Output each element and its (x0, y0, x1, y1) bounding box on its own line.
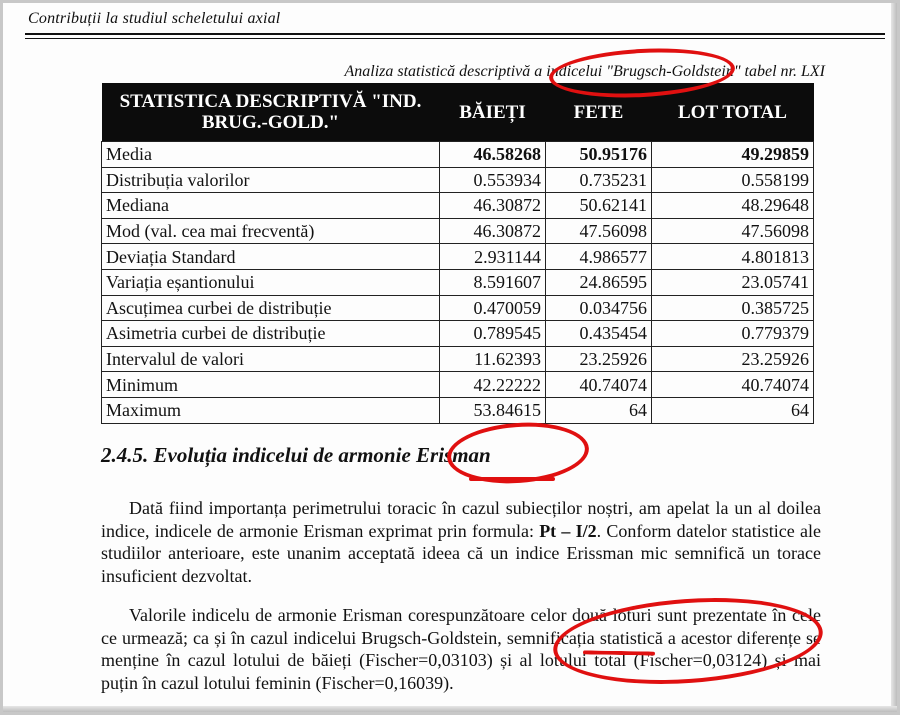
paragraph-2-text: Valorile indicelu de armonie Erisman corespunzătoare celor două loturi sunt prezentate în cele ce urmează; ca și în cazul indicelui Brugsch-Goldstein, semnificația statistică a acestor diferențe se menține în cazul lotului de băieți (Fischer=0,03103) și al lotului total (Fischer=0,03124) și mai puțin în cazul lotului feminin (Fischer=0,16039). (101, 605, 821, 693)
cell-fete: 0.735231 (545, 167, 651, 193)
cell-baieti: 8.591607 (440, 269, 546, 295)
cell-lot-total: 64 (651, 397, 813, 423)
cell-lot-total: 4.801813 (651, 244, 813, 270)
cell-baieti: 0.553934 (440, 167, 546, 193)
cell-baieti: 0.470059 (440, 295, 546, 321)
cell-baieti: 53.84615 (440, 397, 546, 423)
cell-baieti: 2.931144 (440, 244, 546, 270)
cell-fete: 0.435454 (545, 321, 651, 347)
cell-lot-total: 23.25926 (651, 346, 813, 372)
table-row (102, 142, 814, 168)
cell-fete: 24.86595 (545, 269, 651, 295)
table-row (102, 269, 814, 295)
cell-baieti: 46.58268 (440, 142, 546, 168)
table-row (102, 295, 814, 321)
row-label: Minimum (102, 372, 440, 398)
cell-lot-total: 0.558199 (651, 167, 813, 193)
annotation-underline-erisman (469, 477, 555, 481)
row-label: Mod (val. cea mai frecventă) (102, 218, 440, 244)
cell-lot-total: 48.29648 (651, 193, 813, 219)
header-rule (25, 33, 885, 35)
row-label: Deviația Standard (102, 244, 440, 270)
cell-lot-total: 23.05741 (651, 269, 813, 295)
table-row (102, 397, 814, 423)
cell-lot-total: 0.779379 (651, 321, 813, 347)
cell-fete: 40.74074 (545, 372, 651, 398)
cell-fete: 50.62141 (545, 193, 651, 219)
row-label: Variația eșantionului (102, 269, 440, 295)
cell-lot-total: 40.74074 (651, 372, 813, 398)
section-title: 2.4.5. Evoluția indicelui de armonie Erisman (101, 443, 491, 467)
row-label: Ascuțimea curbei de distribuție (102, 295, 440, 321)
paragraph-1 (101, 497, 821, 587)
cell-baieti: 46.30872 (440, 193, 546, 219)
cell-fete: 0.034756 (545, 295, 651, 321)
header-lot-total: LOT TOTAL (651, 83, 813, 142)
header-statistica: STATISTICA DESCRIPTIVĂ "IND. BRUG.-GOLD." (102, 83, 440, 142)
row-label: Distribuția valorilor (102, 167, 440, 193)
cell-baieti: 46.30872 (440, 218, 546, 244)
running-header: Contribuții la studiul scheletului axial (28, 10, 281, 27)
header-fete: FETE (545, 83, 651, 142)
cell-lot-total: 47.56098 (651, 218, 813, 244)
table-header-row (102, 83, 814, 142)
cell-fete: 50.95176 (545, 142, 651, 168)
table-row (102, 321, 814, 347)
table-row (102, 218, 814, 244)
table-caption: Analiza statistică descriptivă a indicelui "Brugsch-Goldstein" tabel nr. LXI (344, 63, 825, 80)
cell-baieti: 42.22222 (440, 372, 546, 398)
table-row (102, 372, 814, 398)
row-label: Asimetria curbei de distribuție (102, 321, 440, 347)
cell-fete: 4.986577 (545, 244, 651, 270)
cell-baieti: 0.789545 (440, 321, 546, 347)
paragraph-1-text-after: . Conform datelor statistice ale studiilor anterioare, este unanim acceptată ideea că un indice Erissman mic semnifică un torace insuficient dezvoltat. (101, 520, 821, 586)
cell-fete: 47.56098 (545, 218, 651, 244)
header-rule-thin (25, 38, 885, 39)
cell-fete: 64 (545, 397, 651, 423)
row-label: Media (102, 142, 440, 168)
table-row (102, 244, 814, 270)
row-label: Intervalul de valori (102, 346, 440, 372)
cell-fete: 23.25926 (545, 346, 651, 372)
paragraph-1-text-before: Dată fiind importanța perimetrului toracic în cazul subiecților noștri, am apelat la un al doilea indice, indicele de armonie Erisman exprimat prin formula: (101, 498, 821, 541)
statistics-table (101, 83, 814, 424)
row-label: Maximum (102, 397, 440, 423)
table-row (102, 346, 814, 372)
header-baieti: BĂIEȚI (440, 83, 546, 142)
row-label: Mediana (102, 193, 440, 219)
table-row (102, 193, 814, 219)
cell-lot-total: 49.29859 (651, 142, 813, 168)
table-row (102, 167, 814, 193)
page-shadow-bottom (3, 706, 897, 712)
formula: Pt – I/2 (539, 520, 597, 541)
page-shadow-right (891, 3, 897, 712)
cell-lot-total: 0.385725 (651, 295, 813, 321)
cell-baieti: 11.62393 (440, 346, 546, 372)
